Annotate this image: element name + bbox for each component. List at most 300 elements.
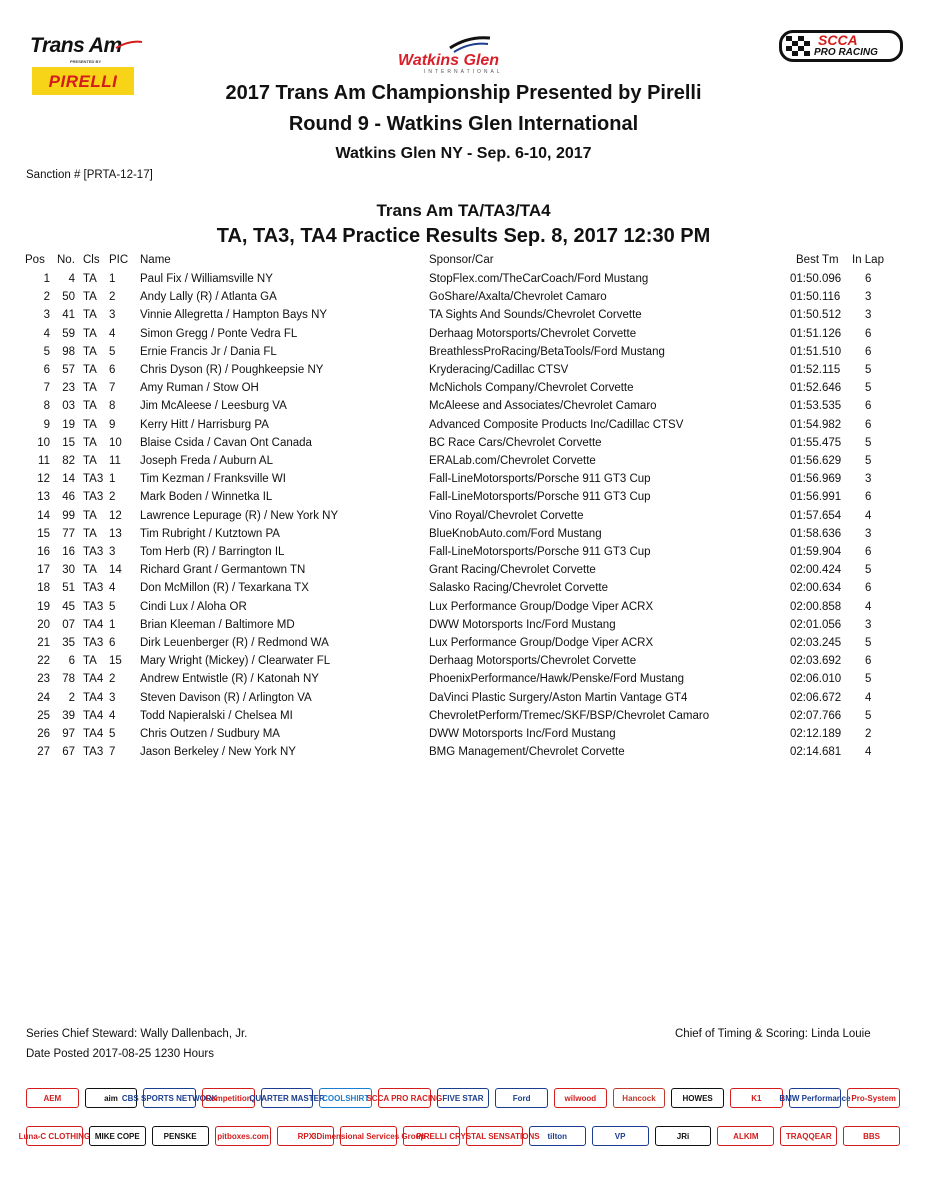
cell-best: 01:51.126 [790,327,842,340]
cell-lap: 6 [865,273,872,285]
cell-no: 15 [62,436,75,449]
table-row [0,309,927,327]
cell-no: 23 [62,382,75,395]
cell-lap: 6 [865,418,872,431]
cell-name: Brian Kleeman / Baltimore MD [140,618,295,631]
cell-sponsor: TA Sights And Sounds/Chevrolet Corvette [429,309,642,322]
cell-lap: 3 [865,618,872,631]
cell-no: 51 [62,582,75,595]
cell-cls: TA [83,327,97,340]
cell-sponsor: Fall-LineMotorsports/Porsche 911 GT3 Cup [429,491,651,504]
table-row [0,546,927,564]
cell-name: Steven Davison (R) / Arlington VA [140,691,312,704]
sponsor-logo: wilwood [554,1088,607,1108]
table-row [0,637,927,655]
cell-name: Tim Kezman / Franksville WI [140,473,286,486]
cell-pic: 4 [109,709,116,722]
cell-cls: TA [83,364,97,376]
watkins-glen-logo [394,34,534,74]
cell-pos: 26 [37,728,50,740]
cell-no: 45 [62,600,75,613]
cell-pic: 9 [109,418,116,431]
cell-pos: 1 [43,273,50,285]
sponsor-logo: SCCA PRO RACING [378,1088,431,1108]
sponsor-logo: RPX [277,1126,334,1146]
table-row [0,473,927,491]
cell-cls: TA [83,509,97,522]
cell-sponsor: Derhaag Motorsports/Chevrolet Corvette [429,327,637,340]
cell-pos: 25 [37,709,50,722]
cell-sponsor: StopFlex.com/TheCarCoach/Ford Mustang [429,273,649,285]
session-title: TA, TA3, TA4 Practice Results Sep. 8, 2017 12:30 PM [216,225,711,247]
cell-lap: 5 [865,564,872,577]
cell-best: 01:56.991 [790,491,842,504]
cell-best: 01:57.654 [790,509,842,522]
cell-pos: 20 [37,618,50,631]
cell-name: Chris Outzen / Sudbury MA [140,728,280,740]
cell-lap: 2 [865,728,872,740]
sponsor-logo: Competition [202,1088,255,1108]
sponsor-logo: BBS [843,1126,900,1146]
table-row [0,273,927,291]
col-pos-header: Pos [25,254,45,266]
cell-best: 01:50.116 [790,291,841,304]
cell-lap: 3 [865,309,872,322]
cell-cls: TA3 [83,637,104,649]
cell-sponsor: BreathlessProRacing/BetaTools/Ford Mustang [429,345,665,358]
cell-best: 01:51.510 [790,345,842,358]
cell-pic: 3 [109,546,116,558]
cell-sponsor: McAleese and Associates/Chevrolet Camaro [429,400,657,413]
table-row [0,510,927,528]
cell-pos: 21 [37,637,50,649]
cell-best: 01:56.969 [790,473,842,486]
cell-cls: TA3 [83,582,104,595]
cell-no: 98 [62,345,75,358]
chief-steward: Series Chief Steward: Wally Dallenbach, Jr. [26,1028,248,1040]
cell-sponsor: Derhaag Motorsports/Chevrolet Corvette [429,655,637,668]
cell-pic: 6 [109,637,116,649]
cell-no: 39 [62,709,75,722]
cell-cls: TA3 [83,600,104,613]
trans-am-wordmark: Trans Am [30,34,122,57]
cell-lap: 5 [865,455,872,467]
cell-best: 02:00.424 [790,564,842,577]
pro-racing-label: PRO RACING [814,47,878,58]
cell-pic: 15 [109,655,122,668]
cell-pos: 10 [37,436,50,449]
cell-sponsor: BlueKnobAuto.com/Ford Mustang [429,527,602,540]
cell-pos: 27 [37,746,50,759]
cell-lap: 4 [865,600,872,613]
cell-cls: TA [83,564,97,577]
cell-sponsor: Kryderacing/Cadillac CTSV [429,364,569,376]
cell-lap: 4 [865,746,872,759]
cell-pos: 24 [37,691,50,704]
sponsor-logo: pitboxes.com [215,1126,272,1146]
cell-name: Richard Grant / Germantown TN [140,564,306,577]
cell-cls: TA3 [83,546,104,558]
cell-lap: 6 [865,655,872,668]
sponsor-logos-row-2 [18,1126,904,1148]
cell-best: 01:59.904 [790,546,842,558]
table-row [0,692,927,710]
cell-pos: 6 [43,364,50,376]
cell-no: 4 [68,273,75,285]
cell-name: Mark Boden / Winnetka IL [140,491,273,504]
sponsor-logo: QUARTER MASTER [261,1088,314,1108]
cell-name: Andy Lally (R) / Atlanta GA [140,291,277,304]
round-title: Round 9 - Watkins Glen International [288,113,639,135]
cell-name: Simon Gregg / Ponte Vedra FL [140,327,298,340]
cell-sponsor: Grant Racing/Chevrolet Corvette [429,564,596,577]
table-row [0,291,927,309]
cell-pos: 7 [43,382,50,395]
cell-name: Andrew Entwistle (R) / Katonah NY [140,673,319,686]
cell-pic: 6 [109,364,116,376]
cell-pic: 11 [109,455,121,467]
cell-pic: 2 [109,673,116,686]
cell-pic: 13 [109,527,122,540]
cell-best: 01:55.475 [790,436,842,449]
cell-cls: TA [83,291,97,304]
col-name-header: Name [140,254,171,266]
cell-cls: TA [83,436,97,449]
cell-sponsor: Lux Performance Group/Dodge Viper ACRX [429,600,654,613]
table-row [0,455,927,473]
sponsor-logo: PIRELLI [403,1126,460,1146]
cell-best: 02:00.858 [790,600,842,613]
cell-best: 02:14.681 [790,746,842,759]
cell-cls: TA [83,455,97,467]
cell-sponsor: Fall-LineMotorsports/Porsche 911 GT3 Cup [429,546,651,558]
cell-pos: 14 [37,509,50,522]
sponsor-logo: MIKE COPE [89,1126,146,1146]
table-row [0,710,927,728]
cell-pos: 16 [37,546,50,558]
cell-pos: 5 [43,345,50,358]
cell-pic: 4 [109,582,116,595]
cell-lap: 5 [865,709,872,722]
cell-pos: 15 [37,527,50,540]
cell-no: 03 [62,400,75,413]
cell-pic: 10 [109,436,122,449]
cell-cls: TA [83,418,97,431]
table-row [0,728,927,746]
sponsor-logos-row-1 [24,1088,904,1110]
sponsor-logo: AEM [26,1088,79,1108]
table-row [0,746,927,764]
sponsor-logo: Luna-C CLOTHING [26,1126,83,1146]
cell-lap: 5 [865,637,872,649]
cell-best: 01:50.512 [790,309,842,322]
cell-pic: 1 [109,473,116,486]
sponsor-logo: Pro-System [847,1088,900,1108]
table-row [0,582,927,600]
cell-lap: 3 [865,527,872,540]
cell-no: 77 [62,527,75,540]
cell-name: Lawrence Lepurage (R) / New York NY [140,509,339,522]
cell-pos: 22 [37,655,50,668]
cell-best: 02:03.245 [790,637,842,649]
cell-pic: 5 [109,345,116,358]
cell-name: Don McMillon (R) / Texarkana TX [140,582,309,595]
sponsor-logo: tilton [529,1126,586,1146]
sponsor-logo: PENSKE [152,1126,209,1146]
cell-pic: 3 [109,309,116,322]
cell-sponsor: Fall-LineMotorsports/Porsche 911 GT3 Cup [429,473,651,486]
cell-name: Jason Berkeley / New York NY [140,746,296,759]
cell-cls: TA3 [83,746,104,759]
sponsor-logo: Hancock [613,1088,666,1108]
cell-no: 67 [62,746,75,759]
cell-lap: 6 [865,546,872,558]
table-row [0,382,927,400]
cell-name: Kerry Hitt / Harrisburg PA [140,418,269,431]
cell-cls: TA4 [83,673,104,686]
cell-lap: 6 [865,327,872,340]
cell-name: Jim McAleese / Leesburg VA [140,400,287,413]
cell-lap: 6 [865,491,872,504]
sponsor-logo: JRi [655,1126,712,1146]
cell-sponsor: Advanced Composite Products Inc/Cadillac CTSV [429,418,684,431]
col-pic-header: PIC [109,254,129,266]
cell-best: 02:06.672 [790,691,842,704]
cell-cls: TA4 [83,691,104,704]
cell-pos: 8 [43,400,50,413]
cell-cls: TA [83,345,97,358]
sponsor-logo: FIVE STAR [437,1088,490,1108]
cell-sponsor: PhoenixPerformance/Hawk/Penske/Ford Mustang [429,673,685,686]
cell-cls: TA [83,527,97,540]
cell-name: Ernie Francis Jr / Dania FL [140,345,277,358]
cell-name: Joseph Freda / Auburn AL [140,455,273,467]
cell-sponsor: McNichols Company/Chevrolet Corvette [429,382,634,395]
table-row [0,601,927,619]
cell-name: Blaise Csida / Cavan Ont Canada [140,436,312,449]
cell-name: Cindi Lux / Aloha OR [140,600,247,613]
cell-pic: 2 [109,491,116,504]
col-best-time-header: Best Tm [796,254,839,266]
cell-pic: 3 [109,691,116,704]
table-row [0,619,927,637]
col-no-header: No. [57,254,75,266]
cell-lap: 5 [865,364,872,376]
cell-pic: 2 [109,291,116,304]
cell-name: Amy Ruman / Stow OH [140,382,259,395]
cell-cls: TA [83,400,97,413]
cell-best: 01:54.982 [790,418,842,431]
cell-lap: 3 [865,291,872,304]
cell-pic: 7 [109,746,116,759]
chief-of-timing: Chief of Timing & Scoring: Linda Louie [675,1028,871,1040]
cell-cls: TA [83,382,97,395]
cell-pic: 12 [109,509,122,522]
cell-no: 14 [62,473,75,486]
table-row [0,655,927,673]
cell-best: 01:50.096 [790,273,842,285]
cell-lap: 5 [865,673,872,686]
cell-lap: 6 [865,345,872,358]
cell-cls: TA3 [83,473,104,486]
cell-pos: 9 [43,418,50,431]
cell-sponsor: ChevroletPerform/Tremec/SKF/BSP/Chevrolet Camaro [429,709,710,722]
cell-no: 16 [62,546,75,558]
cell-sponsor: DaVinci Plastic Surgery/Aston Martin Vantage GT4 [429,691,688,704]
cell-lap: 3 [865,473,872,486]
checkered-flag-icon [448,34,492,54]
event-location-dates: Watkins Glen NY - Sep. 6-10, 2017 [335,145,592,162]
scca-wordmark: SCCA [818,32,858,48]
table-row [0,419,927,437]
cell-pos: 4 [43,327,50,340]
cell-sponsor: Lux Performance Group/Dodge Viper ACRX [429,637,654,649]
cell-cls: TA [83,273,97,285]
cell-pic: 7 [109,382,116,395]
cell-pos: 17 [37,564,50,577]
cell-no: 2 [68,691,75,704]
cell-pic: 8 [109,400,116,413]
cell-name: Vinnie Allegretta / Hampton Bays NY [140,309,328,322]
sponsor-logo: 3Dimensional Services Group [340,1126,397,1146]
cell-best: 02:03.692 [790,655,842,668]
cell-best: 01:52.646 [790,382,842,395]
presented-by-label: PRESENTED BY [70,59,102,64]
scca-pro-racing-logo [779,30,903,62]
cell-no: 46 [62,491,75,504]
pirelli-wordmark: PIRELLI [48,72,118,91]
table-row [0,346,927,364]
series-title: Trans Am TA/TA3/TA4 [376,201,551,220]
cell-lap: 4 [865,691,872,704]
cell-pos: 18 [37,582,50,595]
checkered-flag-icon [786,36,812,56]
cell-no: 78 [62,673,75,686]
sponsor-logo: TRAQQEAR [780,1126,837,1146]
cell-best: 02:12.189 [790,728,842,740]
cell-best: 01:52.115 [790,364,841,376]
sponsor-logo: VP [592,1126,649,1146]
cell-sponsor: GoShare/Axalta/Chevrolet Camaro [429,291,607,304]
cell-no: 57 [62,364,75,376]
table-row [0,528,927,546]
date-posted: Date Posted 2017-08-25 1230 Hours [26,1048,214,1060]
cell-pos: 13 [37,491,50,504]
cell-pic: 5 [109,728,116,740]
results-table-header [0,254,927,272]
table-row [0,437,927,455]
cell-no: 50 [62,291,75,304]
cell-no: 99 [62,509,75,522]
cell-pic: 5 [109,600,116,613]
cell-pic: 14 [109,564,122,577]
cell-cls: TA3 [83,491,104,504]
cell-best: 02:06.010 [790,673,842,686]
cell-pic: 4 [109,327,116,340]
sponsor-logo: K1 [730,1088,783,1108]
table-row [0,564,927,582]
cell-no: 82 [62,455,75,467]
cell-no: 6 [68,655,75,668]
cell-no: 35 [62,637,75,649]
cell-lap: 5 [865,382,872,395]
cell-pos: 3 [43,309,50,322]
cell-cls: TA4 [83,728,104,740]
cell-pos: 12 [37,473,50,486]
cell-lap: 6 [865,400,872,413]
cell-pos: 19 [37,600,50,613]
cell-name: Mary Wright (Mickey) / Clearwater FL [140,655,331,668]
cell-lap: 5 [865,436,872,449]
cell-no: 30 [62,564,75,577]
cell-best: 02:00.634 [790,582,842,595]
sponsor-logo: ALKIM [717,1126,774,1146]
cell-name: Todd Napieralski / Chelsea MI [140,709,293,722]
sponsor-logo: aim [85,1088,138,1108]
col-cls-header: Cls [83,254,100,266]
cell-sponsor: BC Race Cars/Chevrolet Corvette [429,436,602,449]
table-row [0,400,927,418]
cell-no: 59 [62,327,75,340]
cell-no: 07 [62,618,75,631]
international-label: INTERNATIONAL [424,69,503,75]
sponsor-logo: HOWES [671,1088,724,1108]
cell-lap: 4 [865,509,872,522]
cell-name: Dirk Leuenberger (R) / Redmond WA [140,637,329,649]
cell-sponsor: DWW Motorsports Inc/Ford Mustang [429,728,616,740]
sponsor-logo: CRYSTAL SENSATIONS [466,1126,523,1146]
col-sponsor-header: Sponsor/Car [429,254,494,266]
cell-sponsor: Salasko Racing/Chevrolet Corvette [429,582,608,595]
swoosh-icon [116,40,142,50]
sanction-number: Sanction # [PRTA-12-17] [26,169,153,181]
cell-cls: TA4 [83,618,104,631]
sponsor-logo: COOLSHIRT [319,1088,372,1108]
cell-best: 01:58.636 [790,527,842,540]
cell-cls: TA [83,309,97,322]
cell-pos: 23 [37,673,50,686]
cell-pos: 11 [38,455,50,467]
cell-no: 41 [62,309,75,322]
watkins-glen-wordmark: Watkins Glen [398,52,500,69]
col-in-lap-header: In Lap [852,254,884,266]
cell-no: 19 [62,418,75,431]
cell-name: Tim Rubright / Kutztown PA [140,527,280,540]
cell-sponsor: Vino Royal/Chevrolet Corvette [429,509,584,522]
sponsor-logo: Ford [495,1088,548,1108]
table-row [0,673,927,691]
cell-best: 02:07.766 [790,709,842,722]
cell-cls: TA [83,655,97,668]
cell-pos: 2 [43,291,50,304]
cell-pic: 1 [109,618,116,631]
cell-name: Chris Dyson (R) / Poughkeepsie NY [140,364,324,376]
cell-best: 02:01.056 [790,618,842,631]
cell-best: 01:53.535 [790,400,842,413]
sponsor-logo: BMW Performance [789,1088,842,1108]
cell-sponsor: BMG Management/Chevrolet Corvette [429,746,625,759]
table-row [0,328,927,346]
cell-name: Paul Fix / Williamsville NY [140,273,273,285]
cell-sponsor: DWW Motorsports Inc/Ford Mustang [429,618,616,631]
table-row [0,364,927,382]
cell-pic: 1 [109,273,116,285]
championship-title: 2017 Trans Am Championship Presented by Pirelli [225,82,702,104]
cell-sponsor: ERALab.com/Chevrolet Corvette [429,455,596,467]
sponsor-logo: CBS SPORTS NETWORK [143,1088,196,1108]
cell-no: 97 [62,728,75,740]
cell-lap: 6 [865,582,872,595]
